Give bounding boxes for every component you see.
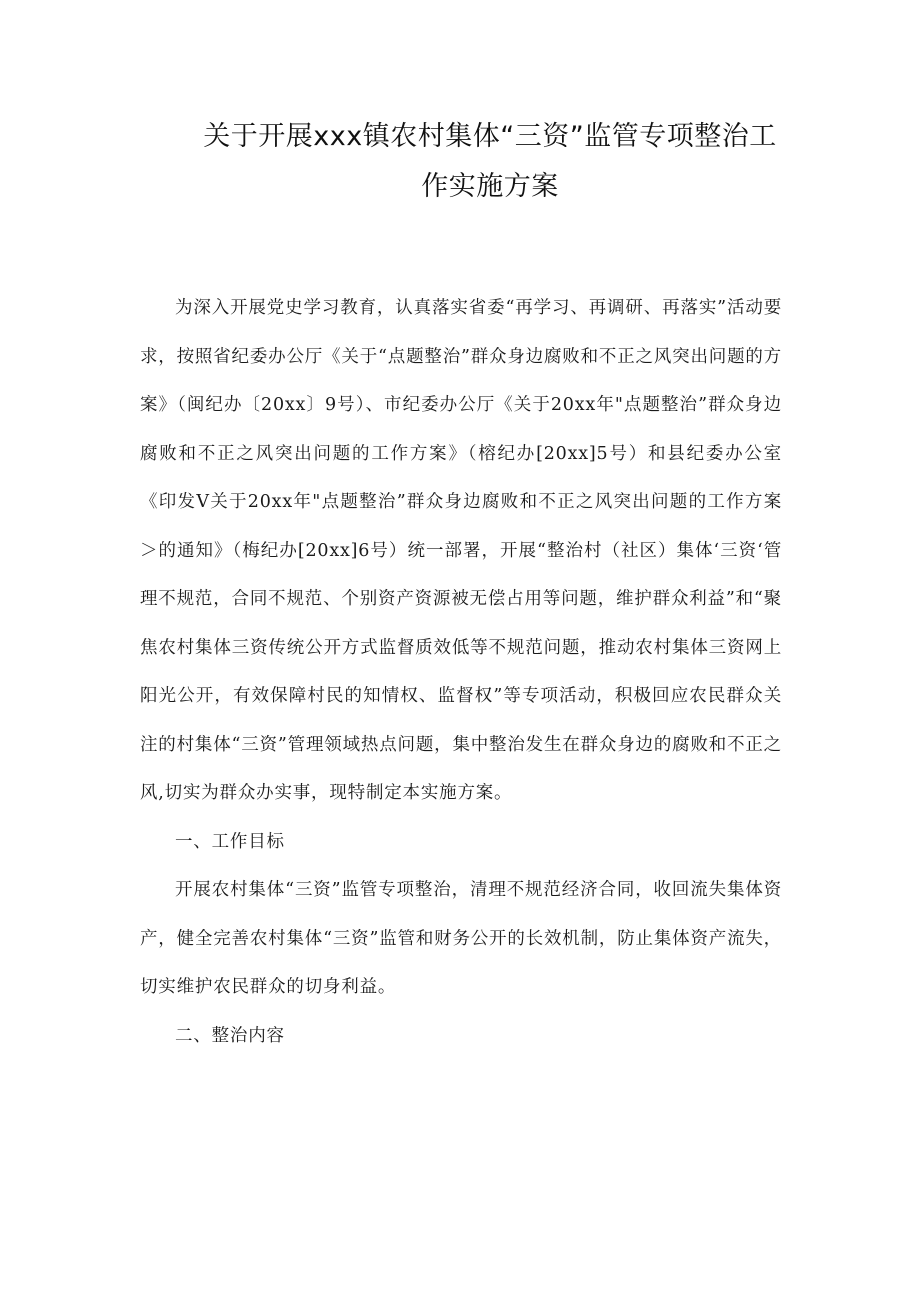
document-title-line-2: 作实施方案 [421,171,559,202]
section-heading-rectification-content: 二、整治内容 [175,1025,285,1046]
document-body [140,284,782,1060]
section-heading-work-goals: 一、工作目标 [175,831,285,852]
intro-paragraph: 为深入开展党史学习教育，认真落实省委“再学习、再调研、再落实”活动要求，按照省纪委办公厅《关于“点题整治”群众身边腐败和不正之风突出问题的方案》（闽纪办〔20xx〕9号）、市纪委办公厅《关于20xx年"点题整治”群众身边腐败和不正之风突出问题的工作方案》（榕纪办[20xx]5号）和县纪委办公室《印发V关于20xx年"点题整治”群众身边腐败和不正之风突出问题的工作方案＞的通知》（梅纪办[20xx]6号）统一部署，开展“整治村（社区）集体‘三资‘管理不规范，合同不规范、个别资产资源被无偿占用等问题，维护群众利益”和“聚焦农村集体三资传统公开方式监督质效低等不规范问题，推动农村集体三资网上阳光公开，有效保障村民的知情权、监督权”等专项活动，积极回应农民群众关注的村集体“三资”管理领域热点问题，集中整治发生在群众身边的腐败和不正之风,切实为群众办实事，现特制定本实施方案。 [140,298,782,803]
document-title [140,112,840,212]
work-goals-paragraph: 开展农村集体“三资”监管专项整治，清理不规范经济合同，收回流失集体资产，健全完善农村集体“三资”监管和财务公开的长效机制，防止集体资产流失，切实维护农民群众的切身利益。 [140,880,782,997]
document-title-line-1: 关于开展xxx镇农村集体“三资”监管专项整治工 [203,121,777,152]
